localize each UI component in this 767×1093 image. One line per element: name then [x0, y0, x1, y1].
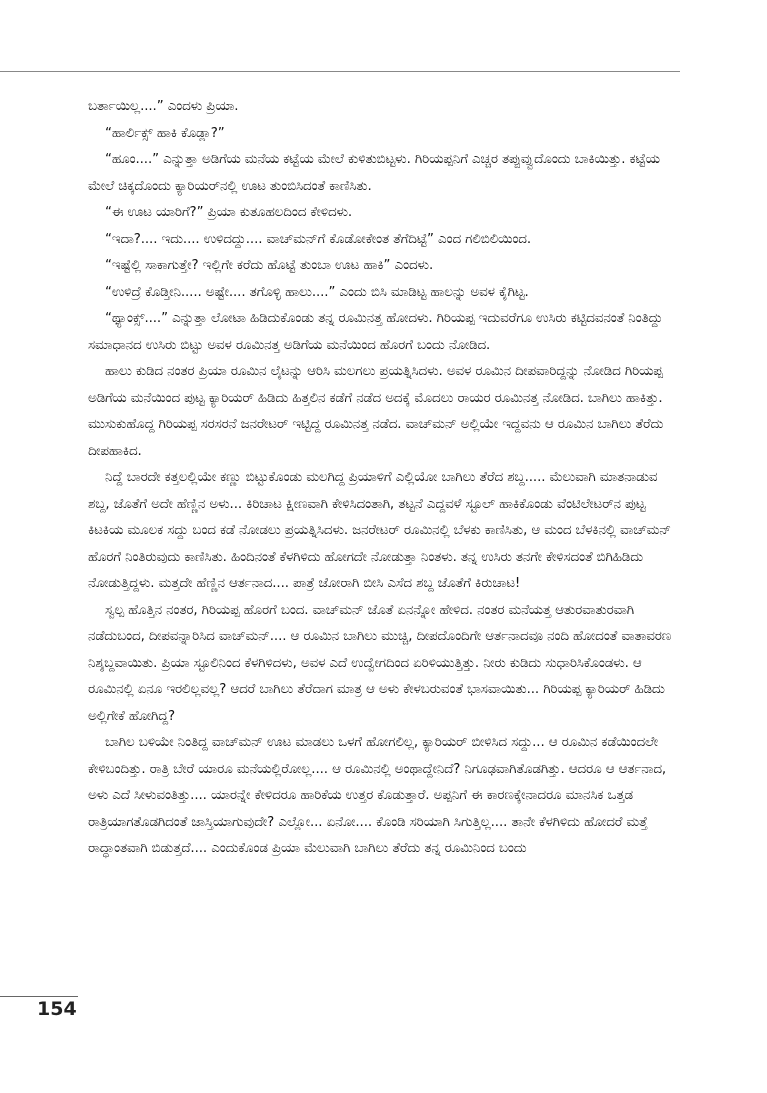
paragraph: ಬಾಗಿಲ ಬಳಿಯೇ ನಿಂತಿದ್ದ ವಾಚ್‌ಮನ್ ಊಟ ಮಾಡಲು ಒಳಗೆ ಹೋಗಲಿಲ್ಲ, ಕ್ಯಾರಿಯರ್ ಬೀಳಿಸಿದ ಸದ್ದು... ಆ ರೂಮಿನ ಕಡೆಯಿಂದಲೇ ಕೇಳಿಬಂದಿತ್ತು. ರಾತ್ರಿ ಬೇರೆ ಯಾರೂ ಮನೆಯಲ್ಲಿರೋಲ್ಲ.... ಆ ರೂಮಿನಲ್ಲಿ ಅಂಥಾದ್ದೇನಿದೆ? ನಿಗೂಢವಾಗಿತೊಡಗಿತ್ತು. ಆದರೂ ಆ ಆರ್ತನಾದ, ಅಳು ಎದೆ ಸೀಳುವಂತಿತ್ತು.... ಯಾರನ್ನೇ ಕೇಳಿದರೂ ಹಾರಿಕೆಯ ಉತ್ತರ ಕೊಡುತ್ತಾರೆ. ಅಪ್ಪನಿಗೆ ಈ ಕಾರಣಕ್ಕೇನಾದರೂ ಮಾನಸಿಕ ಒತ್ತಡ ರಾತ್ರಿಯಾಗತೊಡಗಿದಂತೆ ಜಾಸ್ತಿಯಾಗುವುದೇ? ಎಲ್ಲೋ... ಏನೋ.... ಕೊಂಡಿ ಸರಿಯಾಗಿ ಸಿಗುತ್ತಿಲ್ಲ.... ತಾನೇ ಕೆಳಗಿಳಿದು ಹೋದರೆ ಮತ್ತೆ ರಾದ್ಧಾಂತವಾಗಿ ಬಿಡುತ್ತದೆ.... ಎಂದುಕೊಂಡ ಪ್ರಿಯಾ ಮೆಲುವಾಗಿ ಬಾಗಿಲು ತೆರೆದು ತನ್ನ ರೂಮಿನಿಂದ ಬಂದು: [88, 735, 667, 856]
header-rule: [0, 71, 680, 72]
paragraph: “ಈ ಊಟ ಯಾರಿಗೆ?” ಪ್ರಿಯಾ ಕುತೂಹಲದಿಂದ ಕೇಳಿದಳು.: [105, 205, 353, 220]
page-body: [88, 94, 676, 863]
paragraph: “ಇದಾ?.... ಇದು.... ಉಳಿದದ್ದು.... ವಾಚ್‌ಮನ್‌ಗೆ ಕೊಡೋಕೇಂತ ತೆಗೆದಿಟ್ಟೆ” ಎಂದ ಗಲಿಬಿಲಿಯಿಂದ.: [105, 231, 531, 247]
paragraph: “ಹೂಂ....” ಎನ್ನುತ್ತಾ ಅಡಿಗೆಯ ಮನೆಯ ಕಟ್ಟೆಯ ಮೇಲೆ ಕುಳಿತುಬಿಟ್ಟಳು. ಗಿರಿಯಪ್ಪನಿಗೆ ಎಚ್ಚರ ತಪ್ಪುವ್ವುದೊಂದು ಬಾಕಿಯಿತ್ತು. ಕಟ್ಟೆಯ ಮೇಲೆ ಚಿಕ್ಕದೊಂದು ಕ್ಯಾರಿಯರ್‌ನಲ್ಲಿ ಊಟ ತುಂಬಿಸಿದಂತೆ ಕಾಣಿಸಿತು.: [88, 152, 660, 194]
paragraph: ಹಾಲು ಕುಡಿದ ನಂತರ ಪ್ರಿಯಾ ರೂಮಿನ ಲೈಟನ್ನು ಆರಿಸಿ ಮಲಗಲು ಪ್ರಯತ್ನಿಸಿದಳು. ಅವಳ ರೂಮಿನ ದೀಪವಾರಿದ್ದನ್ನು ನೋಡಿದ ಗಿರಿಯಪ್ಪ ಅಡಿಗೆಯ ಮನೆಯಿಂದ ಪುಟ್ಟ ಕ್ಯಾರಿಯರ್ ಹಿಡಿದು ಹಿತ್ತಲಿನ ಕಡೆಗೆ ನಡೆದ ಅದಕ್ಕೆ ಮೊದಲು ರಾಯರ ರೂಮಿನತ್ತ ನೋಡಿದ. ಬಾಗಿಲು ಹಾಕಿತ್ತು. ಮುಸುಕುಹೊದ್ದ ಗಿರಿಯಪ್ಪ ಸರಸರನೆ ಜನರೇಟರ್ ಇಟ್ಟಿದ್ದ ರೂಮಿನತ್ತ ನಡೆದ. ವಾಚ್‌ಮನ್ ಅಲ್ಲಿಯೇ ಇದ್ದವನು ಆ ರೂಮಿನ ಬಾಗಿಲು ತೆರೆದು ದೀಪಹಾಕಿದ.: [88, 364, 664, 459]
paragraph: ನಿದ್ದೆ ಬಾರದೇ ಕತ್ತಲಲ್ಲಿಯೇ ಕಣ್ಣು ಬಿಟ್ಟುಕೊಂಡು ಮಲಗಿದ್ದ ಪ್ರಿಯಾಳಿಗೆ ಎಲ್ಲಿಯೋ ಬಾಗಿಲು ತೆರೆದ ಶಬ್ದ..... ಮೆಲುವಾಗಿ ಮಾತನಾಡುವ ಶಬ್ದ, ಜೊತೆಗೆ ಅದೇ ಹೆಣ್ಣಿನ ಅಳು... ಕಿರಿಚಾಟ ಕ್ಷೀಣವಾಗಿ ಕೇಳಿಸಿದಂತಾಗಿ, ತಟ್ಟನೆ ಎದ್ದವಳೆ ಸ್ಟೂಲ್ ಹಾಕಿಕೊಂಡು ವೆಂಟಿಲೇಟರ್‌ನ ಪುಟ್ಟ ಕಿಟಕಿಯ ಮೂಲಕ ಸದ್ದು ಬಂದ ಕಡೆ ನೋಡಲು ಪ್ರಯತ್ನಿಸಿದಳು. ಜನರೇಟರ್ ರೂಮಿನಲ್ಲಿ ಬೆಳಕು ಕಾಣಿಸಿತು, ಆ ಮಂದ ಬೆಳಕಿನಲ್ಲಿ ವಾಚ್‌ಮನ್ ಹೊರಗೆ ನಿಂತಿರುವುದು ಕಾಣಿಸಿತು. ಹಿಂದಿನಂತೆ ಕೆಳಗಿಳಿದು ಹೋಗದೇ ನೋಡುತ್ತಾ ನಿಂತಳು. ತನ್ನ ಉಸಿರು ತನಗೇ ಕೇಳಿಸದಂತೆ ಬಿಗಿಹಿಡಿದು ನೋಡುತ್ತಿದ್ದಳು. ಮತ್ತದೇ ಹೆಣ್ಣಿನ ಆರ್ತನಾದ.... ಪಾತ್ರೆ ಜೋರಾಗಿ ಬೀಸಿ ಎಸೆದ ಶಬ್ದ ಜೊತೆಗೆ ಕಿರುಚಾಟ!: [88, 470, 671, 591]
paragraph: ಬರ್ತಾಯಿಲ್ಲ....” ಎಂದಳು ಪ್ರಿಯಾ.: [88, 99, 239, 114]
paragraph: ಸ್ವಲ್ಪ ಹೊತ್ತಿನ ನಂತರ, ಗಿರಿಯಪ್ಪ ಹೊರಗೆ ಬಂದ. ವಾಚ್‌ಮನ್ ಜೊತೆ ಏನನ್ನೋ ಹೇಳಿದ. ನಂತರ ಮನೆಯತ್ತ ಆತುರವಾತುರವಾಗಿ ನಡೆದುಬಂದ, ದೀಪವನ್ನಾರಿಸಿದ ವಾಚ್‌ಮನ್.... ಆ ರೂಮಿನ ಬಾಗಿಲು ಮುಚ್ಚಿ, ದೀಪದೊಂದಿಗೇ ಆರ್ತನಾದವೂ ನಂದಿ ಹೋದಂತೆ ವಾತಾವರಣ ನಿಶ್ಶಬ್ದವಾಯಿತು. ಪ್ರಿಯಾ ಸ್ಟೂಲಿನಿಂದ ಕೆಳಗಿಳಿದಳು, ಅವಳ ಎದೆ ಉದ್ವೇಗದಿಂದ ಏರಿಳಿಯುತ್ತಿತ್ತು. ನೀರು ಕುಡಿದು ಸುಧಾರಿಸಿಕೊಂಡಳು. ಆ ರೂಮಿನಲ್ಲಿ ಏನೂ ಇರಲಿಲ್ಲವಲ್ಲ? ಆದರೆ ಬಾಗಿಲು ತೆರೆದಾಗ ಮಾತ್ರ ಆ ಅಳು ಕೇಳಬರುವಂತೆ ಭಾಸವಾಯಿತು... ಗಿರಿಯಪ್ಪ ಕ್ಯಾರಿಯರ್ ಹಿಡಿದು ಅಲ್ಲಿಗೇಕೆ ಹೋಗಿದ್ದ?: [88, 602, 672, 724]
paragraph: “ಥ್ಯಾಂಕ್ಸ್....” ಎನ್ನುತ್ತಾ ಲೋಟಾ ಹಿಡಿದುಕೊಂಡು ತನ್ನ ರೂಮಿನತ್ತ ಹೋದಳು. ಗಿರಿಯಪ್ಪ ಇದುವರೆಗೂ ಉಸಿರು ಕಟ್ಟಿದವನಂತೆ ನಿಂತಿದ್ದು ಸಮಾಧಾನದ ಉಸಿರು ಬಿಟ್ಟು ಅವಳ ರೂಮಿನತ್ತ ಅಡಿಗೆಯ ಮನೆಯಿಂದ ಹೊರಗೆ ಬಂದು ನೋಡಿದ.: [88, 311, 663, 353]
paragraph: “ಉಳಿದ್ರೆ ಕೊಡ್ತೀನಿ..... ಅಷ್ಟೇ.... ತಗೊಳ್ಳಿ ಹಾಲು....” ಎಂದು ಬಿಸಿ ಮಾಡಿಟ್ಟ ಹಾಲನ್ನು ಅವಳ ಕೈಗಿಟ್ಟ.: [105, 284, 529, 300]
paragraph: “ಇಷ್ಟೆಲ್ಲಿ ಸಾಕಾಗುತ್ತೇ? ಇಲ್ಲಿಗೇ ಕರೆದು ಹೊಟ್ಟೆ ತುಂಬಾ ಊಟ ಹಾಕಿ” ಎಂದಳು.: [105, 258, 434, 273]
page-number: 154: [37, 998, 77, 1020]
paragraph: “ಹಾರ್ಲಿಕ್ಸ್ ಹಾಕಿ ಕೊಡ್ಲಾ?”: [105, 125, 225, 141]
footer-rule: [0, 996, 78, 997]
